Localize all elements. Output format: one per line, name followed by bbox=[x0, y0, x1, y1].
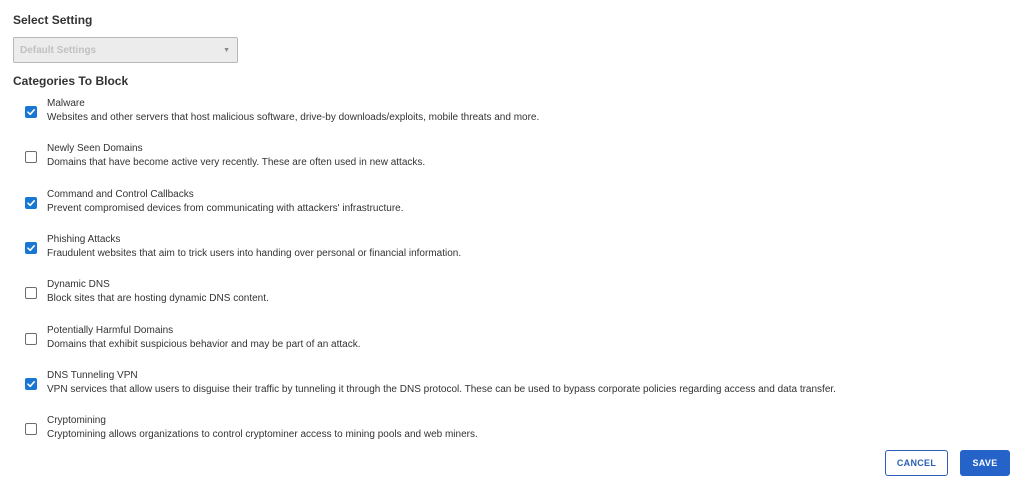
category-checkbox[interactable] bbox=[25, 242, 37, 254]
category-checkbox[interactable] bbox=[25, 197, 37, 209]
category-item bbox=[25, 143, 1015, 183]
category-checkbox[interactable] bbox=[25, 287, 37, 299]
category-description: Websites and other servers that host malicious software, drive-by downloads/exploits, mobile threats and more. bbox=[47, 112, 540, 123]
category-name: DNS Tunneling VPN bbox=[47, 370, 138, 381]
category-checkbox[interactable] bbox=[25, 151, 37, 163]
category-checkbox[interactable] bbox=[25, 378, 37, 390]
category-item bbox=[25, 325, 1015, 365]
category-description: Domains that exhibit suspicious behavior and may be part of an attack. bbox=[47, 339, 361, 350]
category-description: Block sites that are hosting dynamic DNS content. bbox=[47, 293, 269, 304]
category-item bbox=[25, 279, 1015, 319]
category-name: Cryptomining bbox=[47, 415, 106, 426]
category-description: Domains that have become active very recently. These are often used in new attacks. bbox=[47, 157, 426, 168]
category-checkbox[interactable] bbox=[25, 423, 37, 435]
select-setting-label: Select Setting bbox=[13, 13, 93, 27]
category-name: Command and Control Callbacks bbox=[47, 189, 194, 200]
cancel-button[interactable]: CANCEL bbox=[885, 450, 948, 476]
category-checkbox[interactable] bbox=[25, 333, 37, 345]
category-name: Phishing Attacks bbox=[47, 234, 121, 245]
category-description: Prevent compromised devices from communicating with attackers' infrastructure. bbox=[47, 203, 404, 214]
category-item bbox=[25, 370, 1015, 410]
category-name: Dynamic DNS bbox=[47, 279, 110, 290]
check-icon bbox=[26, 379, 36, 389]
category-item bbox=[25, 189, 1015, 229]
save-button[interactable]: SAVE bbox=[960, 450, 1010, 476]
chevron-down-icon: ▼ bbox=[223, 46, 230, 54]
check-icon bbox=[26, 107, 36, 117]
category-item bbox=[25, 415, 1015, 455]
check-icon bbox=[26, 198, 36, 208]
category-name: Malware bbox=[47, 98, 85, 109]
check-icon bbox=[26, 243, 36, 253]
category-name: Newly Seen Domains bbox=[47, 143, 143, 154]
category-item bbox=[25, 98, 1015, 138]
category-description: VPN services that allow users to disguise their traffic by tunneling it through the DNS protocol. These can be used to bypass corporate policies regarding access and data transfer. bbox=[47, 384, 836, 395]
setting-select-value: Default Settings bbox=[20, 44, 97, 56]
category-description: Fraudulent websites that aim to trick users into handing over personal or financial information. bbox=[47, 248, 462, 259]
category-description: Cryptomining allows organizations to control cryptominer access to mining pools and web miners. bbox=[47, 429, 478, 440]
category-item bbox=[25, 234, 1015, 274]
setting-select[interactable] bbox=[13, 37, 238, 63]
category-checkbox[interactable] bbox=[25, 106, 37, 118]
category-name: Potentially Harmful Domains bbox=[47, 325, 174, 336]
categories-title: Categories To Block bbox=[13, 74, 129, 88]
